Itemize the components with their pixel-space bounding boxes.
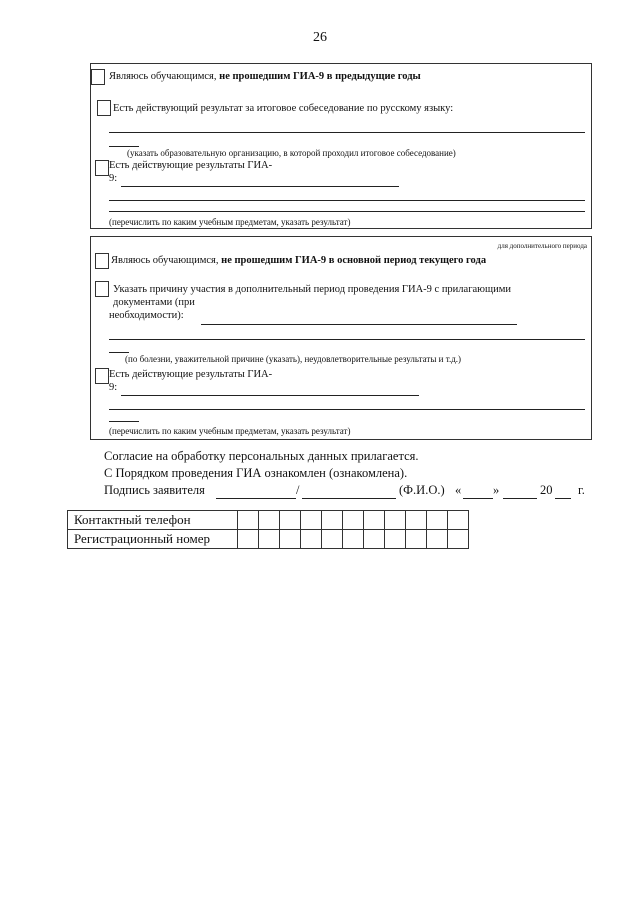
date-day-line[interactable] (463, 498, 493, 499)
checkbox-previous-years[interactable] (91, 69, 105, 85)
registration-cell[interactable] (448, 530, 469, 549)
contact-phone-label: Контактный телефон (68, 511, 238, 530)
signature-name-line[interactable] (302, 498, 396, 499)
phone-cell[interactable] (259, 511, 280, 530)
section2-title-bold: не прошедшим ГИА-9 в основной период текущего года (221, 255, 487, 266)
registration-cell[interactable] (406, 530, 427, 549)
interview-result-line-2[interactable] (109, 146, 139, 147)
registration-cell[interactable] (301, 530, 322, 549)
phone-cell[interactable] (301, 511, 322, 530)
gia-results-2-line-3[interactable] (109, 421, 139, 422)
section1-title-prefix: Являюсь обучающимся, (109, 71, 220, 82)
gia-results-line-1[interactable] (121, 186, 399, 187)
reason-line-1[interactable] (201, 324, 517, 325)
registration-cell[interactable] (259, 530, 280, 549)
section1-title (109, 71, 421, 82)
section2-title (111, 255, 486, 266)
interview-result-label: Есть действующий результат за итоговое собеседование по русскому языку: (113, 103, 454, 114)
signature-label: Подпись заявителя (104, 483, 205, 497)
date-year-line[interactable] (555, 498, 571, 499)
registration-cell[interactable] (343, 530, 364, 549)
registration-cell[interactable] (280, 530, 301, 549)
year-suffix: г. (578, 483, 585, 497)
phone-cell[interactable] (448, 511, 469, 530)
checkbox-reason[interactable] (95, 281, 109, 297)
date-quote-close: » (493, 483, 500, 497)
phone-cell[interactable] (364, 511, 385, 530)
signature-line[interactable] (216, 498, 296, 499)
gia-results-line-2[interactable] (109, 200, 585, 201)
reason-caption: (по болезни, уважительной причине (указать), неудовлетворительные результаты и т.д.) (125, 354, 462, 364)
registration-cell[interactable] (238, 530, 259, 549)
contact-table (67, 510, 469, 549)
gia-results-2-label: Есть действующие результаты ГИА- (109, 369, 273, 380)
page-number: 26 (313, 30, 327, 45)
phone-cell[interactable] (280, 511, 301, 530)
section-additional-period (90, 236, 592, 440)
registration-cell[interactable] (322, 530, 343, 549)
date-month-line[interactable] (503, 498, 537, 499)
checkbox-gia-results-2[interactable] (95, 368, 109, 384)
phone-cell[interactable] (427, 511, 448, 530)
phone-cell[interactable] (322, 511, 343, 530)
interview-result-caption: (указать образовательную организацию, в которой проходил итоговое собеседование) (127, 148, 456, 158)
gia-results-2-suffix: 9: (109, 382, 118, 393)
phone-cell[interactable] (385, 511, 406, 530)
registration-cell[interactable] (385, 530, 406, 549)
additional-period-note: для дополнительного периода (497, 242, 587, 250)
gia-results-suffix: 9: (109, 173, 118, 184)
registration-number-label: Регистрационный номер (68, 530, 238, 549)
reason-line-3[interactable] (109, 352, 129, 353)
interview-result-line-1[interactable] (109, 132, 585, 133)
gia-results-caption: (перечислить по каким учебным предметам, указать результат) (109, 217, 351, 227)
phone-cell[interactable] (238, 511, 259, 530)
reason-line-2[interactable] (109, 339, 585, 340)
gia-results-2-line-1[interactable] (121, 395, 419, 396)
registration-number-row (68, 530, 469, 549)
gia-results-line-3[interactable] (109, 211, 585, 212)
registration-cell[interactable] (427, 530, 448, 549)
checkbox-interview-result[interactable] (97, 100, 111, 116)
registration-cell[interactable] (364, 530, 385, 549)
gia-results-label: Есть действующие результаты ГИА- (109, 160, 273, 171)
reason-label-line3: необходимости): (109, 310, 184, 321)
gia-results-2-caption: (перечислить по каким учебным предметам, указать результат) (109, 426, 351, 436)
date-quote-open: « (455, 483, 462, 497)
checkbox-gia-results[interactable] (95, 160, 109, 176)
section1-title-bold: не прошедшим ГИА-9 в предыдущие годы (219, 71, 421, 82)
contact-phone-row (68, 511, 469, 530)
section-previous-years (90, 63, 592, 229)
reason-label-line2: документами (при (113, 297, 195, 308)
fio-label: (Ф.И.О.) (399, 483, 445, 497)
consent-text: Согласие на обработку персональных данных прилагается. (104, 449, 419, 463)
signature-slash: / (296, 483, 300, 497)
phone-cell[interactable] (406, 511, 427, 530)
reason-label-line1: Указать причину участия в дополнительный период проведения ГИА-9 с прилагающими (113, 284, 511, 295)
checkbox-current-year[interactable] (95, 253, 109, 269)
acquainted-text: С Порядком проведения ГИА ознакомлен (ознакомлена). (104, 466, 408, 480)
year-prefix: 20 (540, 483, 553, 497)
phone-cell[interactable] (343, 511, 364, 530)
section2-title-prefix: Являюсь обучающимся, (111, 255, 222, 266)
gia-results-2-line-2[interactable] (109, 409, 585, 410)
